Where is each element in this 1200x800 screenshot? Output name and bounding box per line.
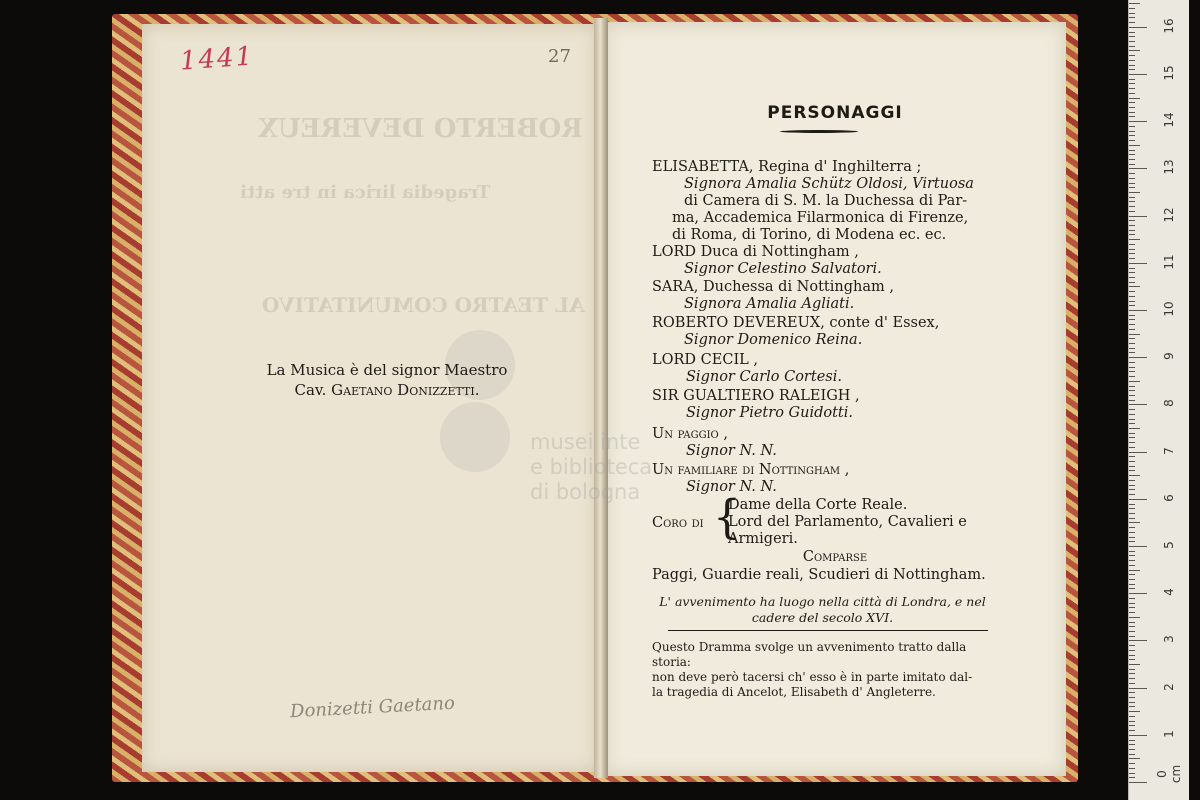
comparse-title: Comparse	[802, 549, 868, 565]
ruler-tick	[1129, 277, 1135, 278]
ruler-tick	[1129, 437, 1135, 438]
ruler-label: 4	[1162, 588, 1176, 597]
performer-line	[686, 442, 777, 460]
ruler-tick	[1129, 244, 1135, 245]
ruler-tick	[1129, 329, 1135, 330]
brace-glyph: {	[713, 490, 741, 545]
cast-entry-lord-nottingham	[652, 243, 859, 261]
ruler-tick	[1129, 319, 1135, 320]
ruler-tick	[1129, 725, 1135, 726]
comparse-line: Paggi, Guardie reali, Scudieri di Nottingham.	[652, 567, 986, 583]
ruler-tick	[1129, 93, 1135, 94]
ruler-tick	[1129, 107, 1135, 108]
ruler-tick	[1129, 126, 1135, 127]
ruler-tick	[1129, 46, 1135, 47]
performer-line	[684, 192, 967, 210]
ruler-tick	[1129, 324, 1135, 325]
ruler-tick	[1129, 640, 1147, 641]
divider-rule	[668, 630, 988, 631]
ruler-tick	[1129, 220, 1135, 221]
composer-name: Gaetano Donizzetti.	[331, 381, 480, 399]
ruler-tick	[1129, 782, 1147, 783]
ruler-label: 6	[1162, 493, 1176, 502]
historical-note	[652, 640, 992, 700]
ruler-tick	[1129, 702, 1135, 703]
performer-name: Signor Carlo Cortesi.	[686, 369, 842, 385]
ruler-tick	[1129, 758, 1140, 759]
ruler-tick	[1129, 352, 1135, 353]
ruler-tick	[1129, 593, 1147, 594]
ruler-tick	[1129, 36, 1135, 37]
role-desc: ,	[718, 426, 728, 442]
cast-entry-elisabetta	[652, 158, 921, 176]
role-desc: , Duchessa di Nottingham ,	[693, 279, 894, 295]
ruler-tick	[1129, 428, 1140, 429]
ruler-tick	[1129, 480, 1135, 481]
performer-name: Signor Celestino Salvatori.	[684, 261, 882, 277]
note-line-3: la tragedia di Ancelot, Elisabeth d' Angleterre.	[652, 685, 936, 699]
ruler-tick	[1129, 584, 1135, 585]
ruler-tick	[1129, 631, 1135, 632]
ruler-tick	[1129, 50, 1140, 51]
bleed-through-theatre: AL TEATRO COMUNITATIVO	[262, 293, 585, 317]
ruler-tick	[1129, 55, 1135, 56]
ruler-tick	[1129, 475, 1140, 476]
ruler-tick	[1129, 8, 1135, 9]
ruler-tick	[1129, 456, 1135, 457]
ruler-tick	[1129, 234, 1135, 235]
ruler-tick	[1129, 135, 1135, 136]
ruler-tick	[1129, 225, 1135, 226]
ruler-tick	[1129, 650, 1135, 651]
ruler-tick	[1129, 286, 1140, 287]
ruler-tick	[1129, 551, 1135, 552]
setting-note	[645, 594, 1000, 626]
music-credit	[142, 360, 632, 400]
ruler-tick	[1129, 371, 1135, 372]
ruler-tick	[1129, 579, 1135, 580]
ruler-tick	[1129, 744, 1135, 745]
ruler-tick	[1129, 683, 1135, 684]
ruler-label: 11	[1162, 254, 1176, 270]
note-line-2: non deve però tacersi ch' esso è in parte imitato dal-	[652, 670, 973, 684]
ruler-tick	[1129, 386, 1135, 387]
ruler-tick	[1129, 60, 1135, 61]
ruler-tick	[1129, 485, 1135, 486]
role-name: Un familiare di Nottingham	[652, 462, 841, 478]
ruler-tick	[1129, 508, 1135, 509]
ruler-tick	[1129, 69, 1135, 70]
cast-entry-raleigh	[652, 387, 860, 405]
ruler-label: 15	[1162, 65, 1176, 81]
ruler-tick	[1129, 150, 1135, 151]
ruler-tick	[1129, 522, 1140, 523]
ruler-tick	[1129, 706, 1135, 707]
ruler-tick	[1129, 131, 1135, 132]
handwritten-number: 1441	[179, 41, 256, 77]
role-name: LORD CECIL	[652, 352, 749, 368]
ruler-tick	[1129, 376, 1135, 377]
ruler-tick	[1129, 692, 1135, 693]
role-desc: ,	[850, 388, 860, 404]
role-name: SIR GUALTIERO RALEIGH	[652, 388, 851, 404]
setting-line-2: cadere del secolo XVI.	[751, 610, 894, 625]
ruler-tick	[1129, 537, 1135, 538]
ruler-tick	[1129, 173, 1135, 174]
ruler-tick	[1129, 777, 1135, 778]
watermark-line-1: musei inte	[530, 430, 641, 454]
ruler-tick	[1129, 116, 1135, 117]
ruler-tick	[1129, 603, 1135, 604]
ruler-tick	[1129, 79, 1135, 80]
cast-entry-cecil	[652, 351, 758, 369]
performer-detail: di Camera di S. M. la Duchessa di Par-	[684, 193, 968, 209]
ruler-label: 2	[1162, 682, 1176, 691]
ruler-tick	[1129, 211, 1135, 212]
ruler-tick	[1129, 27, 1147, 28]
ruler-tick	[1129, 768, 1135, 769]
ruler-tick	[1129, 636, 1135, 637]
ruler-tick	[1129, 263, 1147, 264]
ruler-tick	[1129, 41, 1135, 42]
ruler-tick	[1129, 711, 1140, 712]
ruler-tick	[1129, 560, 1135, 561]
ruler-tick	[1129, 555, 1135, 556]
ruler-label: 13	[1162, 159, 1176, 176]
ruler-tick	[1129, 65, 1135, 66]
ruler-label: 5	[1162, 541, 1176, 549]
ruler-tick	[1129, 598, 1135, 599]
ruler-tick	[1129, 565, 1135, 566]
ruler-tick	[1129, 645, 1135, 646]
ruler-tick	[1129, 74, 1147, 75]
watermark-line-2: e biblioteca	[530, 455, 653, 479]
role-desc: Duca di Nottingham ,	[696, 244, 859, 260]
ruler-tick	[1129, 404, 1147, 405]
role-desc: ,	[748, 352, 759, 368]
ruler-tick	[1129, 362, 1135, 363]
ruler-tick	[1129, 178, 1135, 179]
ruler-tick	[1129, 673, 1135, 674]
role-desc: , Regina d' Inghilterra ;	[748, 159, 922, 175]
ruler-tick	[1129, 740, 1135, 741]
ruler-tick	[1129, 588, 1135, 589]
ruler-tick	[1129, 17, 1135, 18]
ruler-tick	[1129, 419, 1135, 420]
ruler-tick	[1129, 305, 1135, 306]
ruler-tick	[1129, 442, 1135, 443]
ruler-tick	[1129, 367, 1135, 368]
ruler-tick	[1129, 617, 1140, 618]
ruler-tick	[1129, 414, 1135, 415]
ruler-tick	[1129, 622, 1135, 623]
performer-line	[684, 331, 862, 349]
ruler-tick	[1129, 735, 1147, 736]
ruler-tick	[1129, 494, 1135, 495]
page-title: PERSONAGGI	[767, 103, 903, 123]
coro-line: Dame della Corte Reale.	[728, 497, 908, 513]
performer-line	[684, 260, 882, 278]
setting-line-1: L' avvenimento ha luogo nella città di Londra, e nel	[659, 594, 986, 609]
ruler-label: 8	[1162, 399, 1176, 408]
ruler-tick	[1129, 664, 1140, 665]
ruler-tick	[1129, 338, 1135, 339]
ruler-tick	[1129, 164, 1135, 165]
handwritten-mark: 27	[548, 46, 571, 67]
cast-entry-familiare	[652, 461, 849, 479]
ruler-tick	[1129, 716, 1135, 717]
ruler-tick	[1129, 187, 1135, 188]
ruler-tick	[1129, 721, 1135, 722]
ruler-tick	[1129, 423, 1135, 424]
ruler-tick	[1129, 13, 1135, 14]
role-name: ELISABETTA	[652, 159, 749, 175]
ruler-tick	[1129, 678, 1135, 679]
ruler-tick	[1129, 334, 1140, 335]
coro-line: Armigeri.	[728, 531, 798, 547]
performer-name: Signor Pietro Guidotti.	[686, 405, 854, 421]
ruler-tick	[1129, 102, 1135, 103]
ruler-tick	[1129, 249, 1135, 250]
ruler-tick	[1129, 301, 1135, 302]
ruler-tick	[1129, 154, 1135, 155]
ruler-tick	[1129, 546, 1147, 547]
measurement-ruler	[1128, 0, 1189, 800]
ruler-tick	[1129, 655, 1135, 656]
credit-prefix: Cav.	[294, 381, 332, 399]
performer-name: Signor N. N.	[686, 443, 777, 459]
ruler-tick	[1129, 140, 1135, 141]
coro-label: Coro di	[652, 515, 704, 531]
ruler-tick	[1129, 206, 1135, 207]
ruler-label: 10	[1162, 301, 1176, 317]
ruler-tick	[1129, 253, 1135, 254]
ruler-tick	[1129, 433, 1135, 434]
ruler-tick	[1129, 168, 1147, 169]
ruler-tick	[1129, 489, 1135, 490]
coro-line: Lord del Parlamento, Cavalieri e	[728, 514, 967, 530]
ruler-tick	[1129, 749, 1135, 750]
ruler-label: 1	[1162, 729, 1176, 738]
ruler-tick	[1129, 400, 1135, 401]
ruler-tick	[1129, 754, 1135, 755]
performer-line	[672, 209, 968, 227]
ruler-tick	[1129, 216, 1147, 217]
ruler-tick	[1129, 145, 1140, 146]
ruler-tick	[1129, 607, 1135, 608]
performer-name: Signor N. N.	[686, 479, 777, 495]
bleed-through-title: ROBERTO DEVEREUX	[258, 114, 583, 144]
role-desc: ,	[840, 462, 850, 478]
ruler-tick	[1129, 268, 1135, 269]
title-ornament-rule	[780, 130, 858, 133]
cast-entry-sara	[652, 278, 894, 296]
ruler-label: 12	[1162, 206, 1176, 223]
ruler-tick	[1129, 570, 1140, 571]
cast-entry-paggio	[652, 425, 728, 443]
ruler-tick	[1129, 466, 1135, 467]
credit-line-2	[142, 380, 632, 400]
ruler-tick	[1129, 192, 1140, 193]
ruler-tick	[1129, 697, 1135, 698]
ruler-tick	[1129, 461, 1135, 462]
role-name: ROBERTO DEVEREUX	[652, 315, 821, 331]
ruler-tick	[1129, 541, 1135, 542]
ruler-tick	[1129, 452, 1147, 453]
ruler-tick	[1129, 513, 1135, 514]
role-name: Un paggio	[652, 426, 719, 442]
ruler-tick	[1129, 98, 1140, 99]
ruler-tick	[1129, 527, 1135, 528]
performer-line	[684, 295, 854, 313]
ruler-unit-label: 0 cm	[1155, 764, 1183, 784]
bleed-through-subtitle: Tragedia lirica in tre atti	[240, 182, 491, 203]
performer-name: Signora Amalia Schütz Oldosi, Virtuosa	[684, 176, 974, 192]
ruler-tick	[1129, 272, 1135, 273]
ruler-label: 3	[1162, 635, 1176, 644]
ruler-tick	[1129, 32, 1135, 33]
ruler-tick	[1129, 669, 1135, 670]
ruler-tick	[1129, 357, 1147, 358]
ruler-tick	[1129, 518, 1135, 519]
ruler-tick	[1129, 381, 1140, 382]
credit-line-1: La Musica è del signor Maestro	[266, 361, 508, 379]
performer-detail: ma, Accademica Filarmonica di Firenze,	[672, 210, 969, 226]
performer-line	[686, 404, 853, 422]
ruler-tick	[1129, 348, 1135, 349]
ruler-tick	[1129, 763, 1135, 764]
ruler-label: 16	[1162, 18, 1176, 34]
ruler-tick	[1129, 201, 1135, 202]
ruler-label: 7	[1162, 446, 1176, 455]
performer-line	[686, 368, 842, 386]
handwritten-signature: Donizetti Gaetano	[289, 692, 456, 723]
ruler-tick	[1129, 499, 1147, 500]
cast-entry-roberto	[652, 314, 939, 332]
ruler-tick	[1129, 3, 1140, 4]
ruler-tick	[1129, 291, 1135, 292]
ruler-tick	[1129, 239, 1140, 240]
performer-line	[684, 175, 974, 193]
role-name: SARA	[652, 279, 694, 295]
ruler-tick	[1129, 730, 1135, 731]
ruler-tick	[1129, 183, 1135, 184]
role-desc: , conte d' Essex,	[820, 315, 940, 331]
ruler-tick	[1129, 447, 1135, 448]
performer-name: Signor Domenico Reina.	[684, 332, 863, 348]
ruler-tick	[1129, 83, 1135, 84]
ruler-tick	[1129, 390, 1135, 391]
performer-name: Signora Amalia Agliati.	[684, 296, 855, 312]
ruler-tick	[1129, 282, 1135, 283]
ruler-tick	[1129, 773, 1135, 774]
ruler-tick	[1129, 343, 1135, 344]
ruler-tick	[1129, 258, 1135, 259]
ruler-tick	[1129, 197, 1135, 198]
ruler-tick	[1129, 88, 1135, 89]
ruler-tick	[1129, 22, 1135, 23]
note-line-1: Questo Dramma svolge un avvenimento tratto dalla storia:	[652, 640, 967, 669]
ruler-tick	[1129, 470, 1135, 471]
ruler-tick	[1129, 112, 1135, 113]
performer-detail: di Roma, di Torino, di Modena ec. ec.	[672, 227, 947, 243]
watermark-line-3: di bologna	[530, 480, 641, 504]
ruler-tick	[1129, 504, 1135, 505]
ruler-tick	[1129, 688, 1147, 689]
ruler-tick	[1129, 409, 1135, 410]
ruler-tick	[1129, 121, 1147, 122]
ruler-label: 14	[1162, 112, 1176, 128]
ruler-tick	[1129, 612, 1135, 613]
ruler-tick	[1129, 315, 1135, 316]
ruler-tick	[1129, 395, 1135, 396]
ruler-tick	[1129, 626, 1135, 627]
role-name: LORD	[652, 244, 697, 260]
ruler-tick	[1129, 230, 1135, 231]
ruler-tick	[1129, 159, 1135, 160]
watermark-text	[530, 430, 652, 505]
ruler-tick	[1129, 296, 1135, 297]
ruler-tick	[1129, 310, 1147, 311]
watermark-logo-lower	[440, 402, 510, 472]
ruler-tick	[1129, 532, 1135, 533]
ruler-tick	[1129, 574, 1135, 575]
performer-line	[672, 226, 946, 244]
ruler-tick	[1129, 659, 1135, 660]
ruler-label: 9	[1162, 352, 1176, 361]
